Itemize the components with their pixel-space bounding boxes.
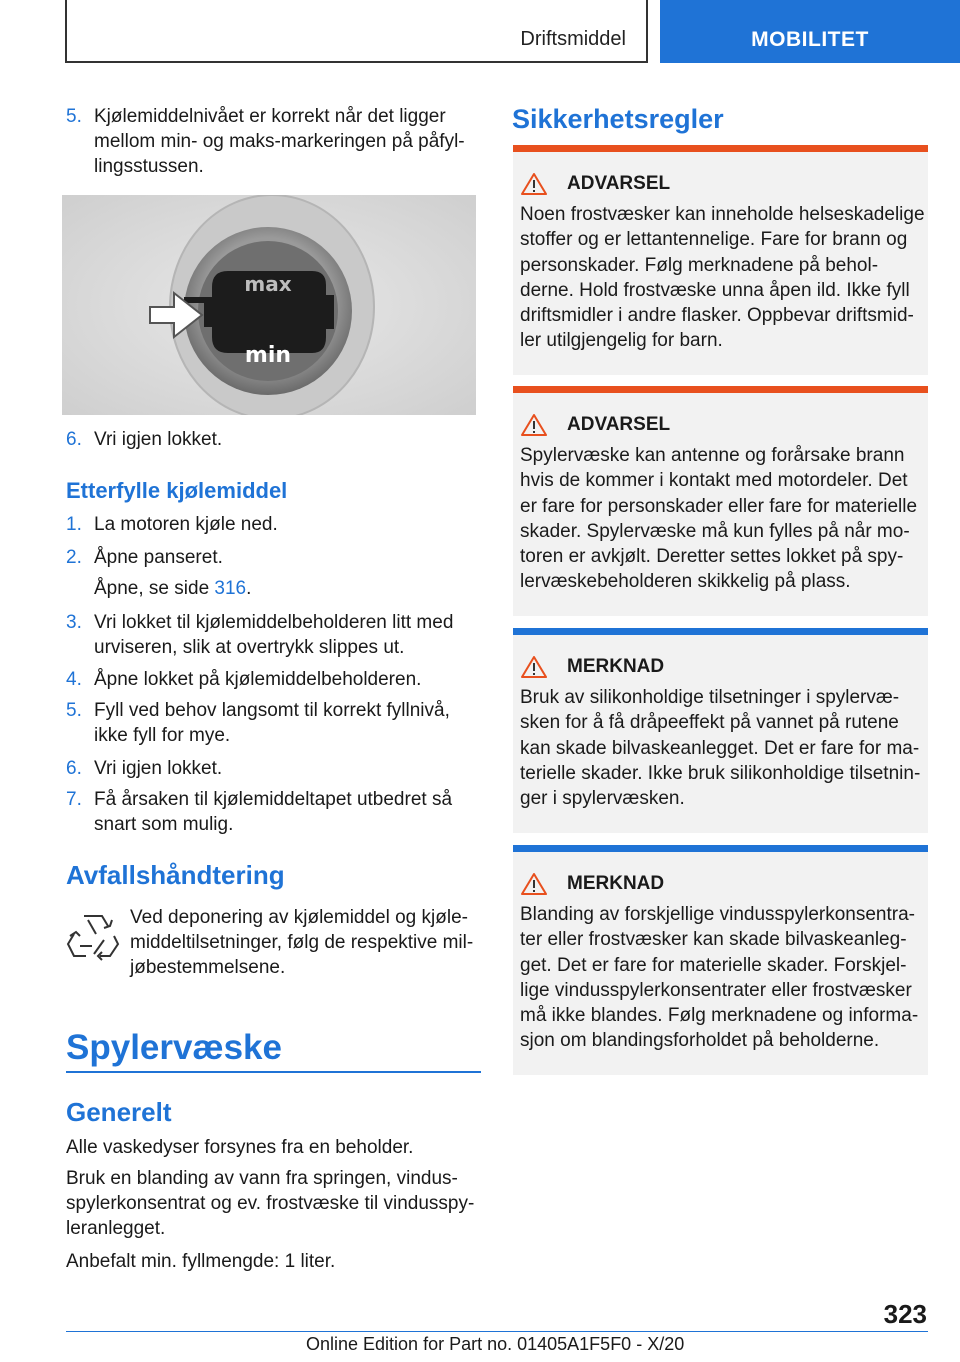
list-item — [66, 787, 476, 837]
list-number: 6. — [66, 429, 82, 450]
min-label: min — [244, 343, 292, 368]
list-number: 3. — [66, 612, 82, 633]
box-color-bar — [513, 845, 928, 852]
box-color-bar — [513, 145, 928, 152]
warning-triangle-icon — [521, 413, 547, 437]
list-text: Kjølemiddelnivået er korrekt når det ligger mellom min- og maks-markeringen på påfyllingsstussen. — [94, 106, 465, 177]
general-paragraph: Alle vaskedyser forsynes fra en beholder. — [66, 1137, 414, 1158]
box-title: MERKNAD — [567, 873, 665, 894]
list-item — [66, 698, 476, 748]
disposal-heading: Avfallshåndtering — [66, 860, 285, 890]
list-text: Vri lokket til kjølemiddelbeholderen litt med urviseren, slik at overtrykk slippes ut. — [94, 612, 454, 658]
list-item — [66, 427, 476, 452]
list-text: La motoren kjøle ned. — [94, 514, 278, 535]
general-heading: Generelt — [66, 1097, 172, 1127]
list-text: Vri igjen lokket. — [94, 429, 223, 450]
page-link-316[interactable]: 316 — [214, 578, 247, 599]
box-title: ADVARSEL — [567, 414, 671, 435]
section-divider — [66, 1071, 481, 1073]
disposal-text: Ved deponering av kjølemiddel og kjølemiddeltilsetninger, følg de respektive miljøbestemmelsene. — [130, 907, 474, 978]
warning-box — [513, 145, 928, 375]
list-item — [66, 104, 476, 179]
page-number: 323 — [883, 1299, 927, 1329]
section-heading: Spylervæske — [66, 1028, 282, 1067]
list-number: 5. — [66, 700, 82, 721]
list-text: Få årsaken til kjølemiddeltapet utbedret så snart som mulig. — [94, 789, 453, 835]
box-color-bar — [513, 386, 928, 393]
list-text: Fyll ved behov langsomt til korrekt fyllnivå, ikke fyll for mye. — [94, 700, 450, 746]
list-number: 4. — [66, 669, 82, 690]
list-number: 1. — [66, 514, 82, 535]
refill-heading: Etterfylle kjølemiddel — [66, 478, 288, 503]
box-text: Blanding av forskjellige vindusspylerkonsentrater eller frostvæsker kan skade bilvaskeanlegget. Det er fare for materielle skader. Forskjellige vindusspylerkonsentrater eller frostvæsker må ikke blandes. Følg merknadene og informasjon om blandingsforholdet på beholderne. — [520, 904, 919, 1052]
list-text: Åpne lokket på kjølemiddelbeholderen. — [94, 669, 422, 690]
coolant-cap-illustration — [62, 195, 476, 415]
header-tab-mobilitet[interactable] — [660, 0, 960, 63]
notice-triangle-icon — [521, 655, 547, 679]
list-number: 5. — [66, 106, 82, 127]
header-frame — [65, 0, 648, 63]
box-title: ADVARSEL — [567, 173, 671, 194]
general-paragraph: Bruk en blanding av vann fra springen, vindusspylerkonsentrat og ev. frostvæske til vindusspyleranlegget. — [66, 1168, 475, 1239]
notice-box — [513, 628, 928, 833]
max-label: max — [244, 272, 292, 296]
list-item — [66, 512, 476, 537]
list-number: 6. — [66, 758, 82, 779]
warning-box — [513, 386, 928, 616]
list-text: Åpne panseret. — [94, 547, 223, 568]
page-reference — [66, 576, 476, 601]
footer-divider — [66, 1331, 928, 1332]
recycle-icon — [66, 910, 120, 967]
reference-suffix: . — [246, 578, 252, 599]
list-item — [66, 545, 476, 570]
general-paragraph: Anbefalt min. fyllmengde: 1 liter. — [66, 1251, 336, 1272]
box-text: Spylervæske kan antenne og forårsake brann hvis de kommer i kontakt med motordeler. Det er fare for personskader eller fare for materielle skader. Spylervæske må kun fylles på når motoren er avkjølt. Deretter settes lokket på spylervæskebeholderen skikkelig på plass. — [520, 445, 918, 593]
list-number: 2. — [66, 547, 82, 568]
header-tab-label: MOBILITET — [751, 27, 869, 51]
footer-edition: Online Edition for Part no. 01405A1F5F0 - X/20 — [306, 1334, 685, 1354]
box-color-bar — [513, 628, 928, 635]
header-section-title: Driftsmiddel — [520, 28, 626, 50]
coolant-level-photo — [62, 195, 476, 415]
list-item — [66, 667, 476, 692]
list-item — [66, 610, 476, 660]
list-item — [66, 756, 476, 781]
box-text: Noen frostvæsker kan inneholde helseskadelige stoffer og er lettantennelige. Fare for brann og personskader. Følg merknadene på beholderne. Hold frostvæske unna åpen ild. Ikke fyll driftsmidler i andre flasker. Oppbevar driftsmidler utilgjengelig for barn. — [520, 204, 925, 352]
notice-box — [513, 845, 928, 1075]
box-text: Bruk av silikonholdige tilsetninger i spylervæsken for å få dråpeeffekt på vannet på rutene kan skade bilvaskeanlegget. Det er fare for materielle skader. Ikke bruk silikonholdige tilsetninger i spylervæsken. — [520, 687, 921, 810]
list-text: Vri igjen lokket. — [94, 758, 223, 779]
warning-triangle-icon — [521, 172, 547, 196]
notice-triangle-icon — [521, 872, 547, 896]
safety-heading: Sikkerhetsregler — [512, 104, 724, 134]
box-title: MERKNAD — [567, 656, 665, 677]
list-number: 7. — [66, 789, 82, 810]
reference-text: Åpne, se side — [94, 578, 215, 599]
